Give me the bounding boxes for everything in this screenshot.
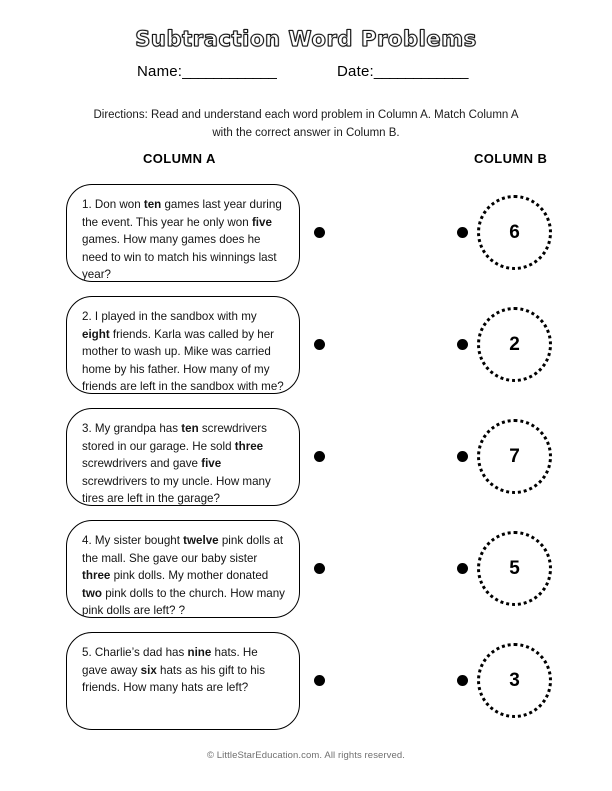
matching-row <box>0 520 612 632</box>
problem-keyword: ten <box>143 198 162 211</box>
column-b-connector-dot[interactable] <box>457 563 468 574</box>
page-title: Subtraction Word Problems <box>135 27 477 51</box>
column-a-connector-dot[interactable] <box>314 227 325 238</box>
problem-text: Charlie’s dad has <box>91 646 188 659</box>
matching-row <box>0 632 612 744</box>
date-label: Date: <box>337 63 374 80</box>
matching-row <box>0 408 612 520</box>
column-b-connector-dot[interactable] <box>457 675 468 686</box>
problem-keyword: twelve <box>183 534 219 547</box>
name-field[interactable] <box>137 63 276 80</box>
problem-text: games last year during the event. This year he only won <box>82 198 282 229</box>
problem-number: 5. <box>82 646 92 659</box>
column-b-connector-dot[interactable] <box>457 339 468 350</box>
matching-rows <box>0 184 612 744</box>
name-blank-line: ____________ <box>182 63 277 80</box>
matching-row <box>0 184 612 296</box>
problem-text: screwdrivers stored in our garage. He sold <box>82 422 267 453</box>
problem-text: pink dolls at the mall. She gave our baby sister <box>82 534 284 565</box>
problem-text: pink dolls. My mother donated <box>110 569 269 583</box>
date-field[interactable] <box>337 63 468 80</box>
answer-circle[interactable]: 3 <box>477 643 552 718</box>
problem-text: screwdrivers to my uncle. How many tires are left in the garage? <box>82 474 271 506</box>
problem-keyword: eight <box>82 327 110 341</box>
problem-text: hats as his gift to his friends. How many hats are left? <box>82 663 266 695</box>
problem-text: hats. He gave away <box>82 646 258 677</box>
column-b-connector-dot[interactable] <box>457 227 468 238</box>
answer-circle[interactable]: 2 <box>477 307 552 382</box>
directions-text: Directions: Read and understand each word problem in Column A. Match Column A with the correct answer in Column B. <box>93 109 519 139</box>
answer-circle[interactable]: 6 <box>477 195 552 270</box>
problem-text: games. How many games does he need to win to match his winnings last year? <box>82 233 277 282</box>
problem-text: screwdrivers and gave <box>82 457 202 471</box>
problem-keyword: nine <box>187 646 212 659</box>
problem-box <box>66 408 300 506</box>
problem-text: My grandpa has <box>91 422 182 435</box>
date-blank-line: ____________ <box>373 63 468 80</box>
problem-text: pink dolls to the church. How many pink dolls are left? ? <box>82 586 285 618</box>
name-label: Name: <box>137 63 183 80</box>
problem-box <box>66 184 300 282</box>
problem-keyword: ten <box>181 422 199 435</box>
problem-keyword: three <box>82 569 111 583</box>
problem-text: friends. Karla was called by her mother to wash up. Mike was carried home by his father. How many of my friends are left in the sandbox with me? <box>82 327 284 394</box>
problem-keyword: six <box>140 663 157 677</box>
name-date-row <box>0 63 612 87</box>
column-b-header: COLUMN B <box>474 151 548 166</box>
column-a-connector-dot[interactable] <box>314 675 325 686</box>
problem-text: My sister bought <box>91 534 184 547</box>
problem-keyword: three <box>234 439 264 453</box>
problem-text: I played in the sandbox with my <box>91 310 257 323</box>
problem-box <box>66 520 300 618</box>
problem-keyword: five <box>251 215 272 229</box>
problem-number: 4. <box>82 534 92 547</box>
problem-keyword: two <box>82 586 102 600</box>
column-a-connector-dot[interactable] <box>314 451 325 462</box>
column-a-header: COLUMN A <box>143 151 216 166</box>
footer-copyright: © LittleStarEducation.com. All rights reserved. <box>206 750 406 761</box>
problem-number: 1. <box>82 198 92 211</box>
problem-number: 2. <box>82 310 92 323</box>
column-b-connector-dot[interactable] <box>457 451 468 462</box>
answer-circle[interactable]: 7 <box>477 419 552 494</box>
problem-text: Don won <box>91 198 144 211</box>
problem-box <box>66 632 300 730</box>
answer-circle[interactable]: 5 <box>477 531 552 606</box>
problem-box <box>66 296 300 394</box>
matching-row <box>0 296 612 408</box>
problem-number: 3. <box>82 422 92 435</box>
problem-keyword: five <box>201 457 222 471</box>
column-a-connector-dot[interactable] <box>314 563 325 574</box>
column-a-connector-dot[interactable] <box>314 339 325 350</box>
